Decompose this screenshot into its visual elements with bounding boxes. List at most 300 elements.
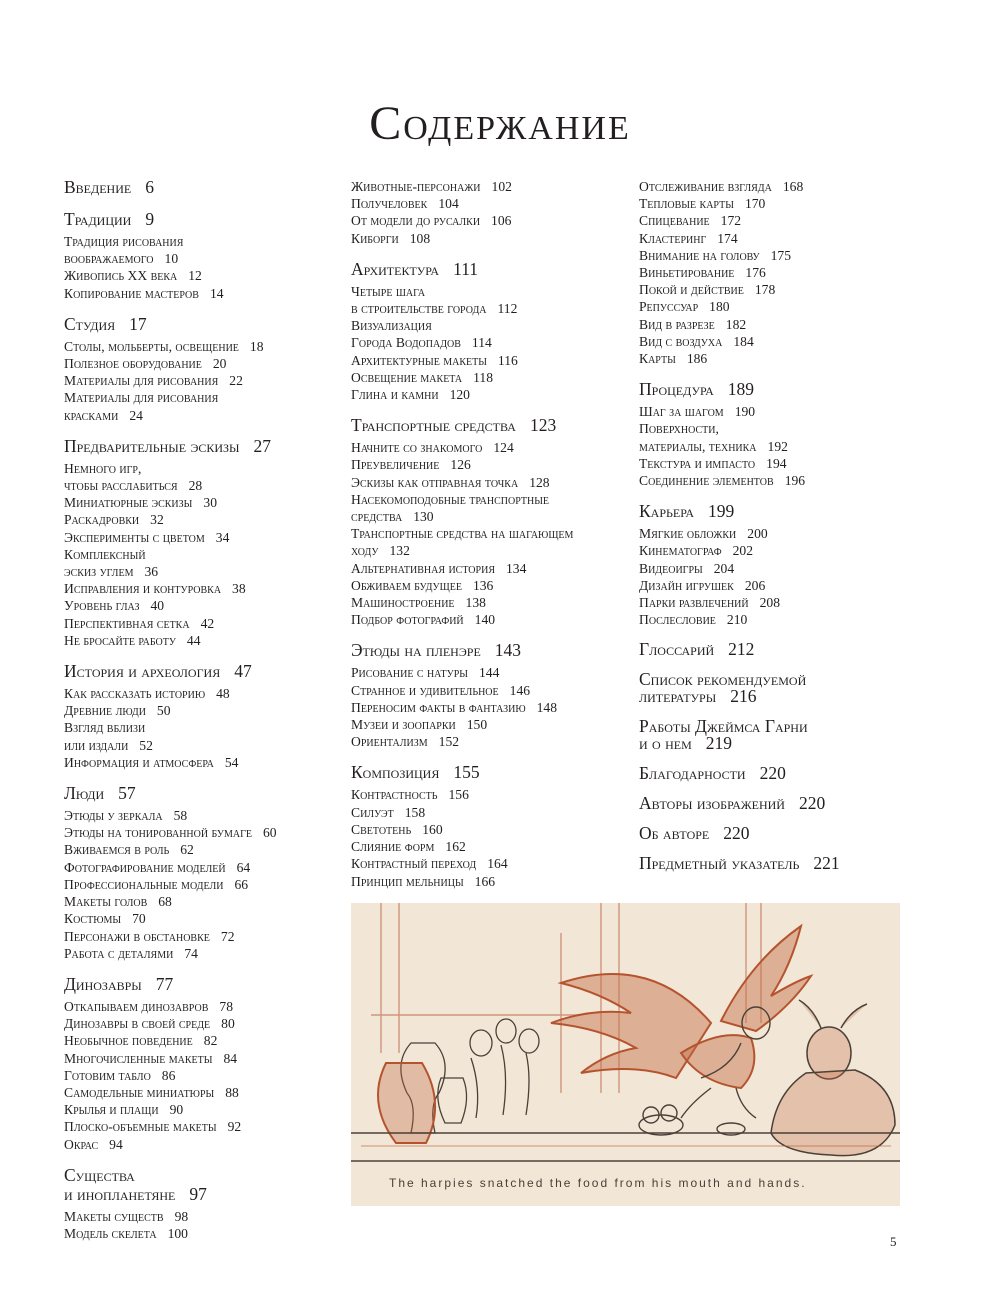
toc-entry bbox=[64, 1015, 334, 1032]
entry-page-number: 202 bbox=[732, 543, 753, 559]
toc-section bbox=[64, 437, 334, 649]
toc-entry bbox=[64, 267, 334, 284]
toc-entry-list bbox=[639, 525, 889, 628]
toc-entry bbox=[639, 247, 889, 264]
entry-page-number: 182 bbox=[725, 316, 747, 332]
entry-page-number: 134 bbox=[506, 560, 527, 576]
toc-entry bbox=[64, 1225, 334, 1242]
major-entry-line bbox=[639, 825, 889, 842]
entry-page-number: 126 bbox=[450, 457, 471, 473]
toc-entry bbox=[351, 525, 621, 542]
section-heading-text: Архитектура bbox=[351, 258, 440, 279]
page-title: Содержание bbox=[369, 97, 631, 150]
major-entry-page-number: 219 bbox=[705, 733, 732, 754]
major-entry-title: Глоссарий bbox=[639, 639, 715, 660]
entry-title: Комплексный bbox=[64, 546, 146, 562]
entry-page-number: 168 bbox=[782, 179, 804, 194]
major-entry-line bbox=[639, 765, 889, 782]
entry-title: Столы, мольберты, освещение bbox=[64, 338, 239, 354]
major-entry-page-number: 212 bbox=[728, 639, 755, 660]
section-page-number: 123 bbox=[529, 415, 557, 436]
entry-title: Вид в разрезе bbox=[639, 316, 715, 332]
entry-title: Киборги bbox=[351, 230, 399, 246]
entry-title: Внимание на голову bbox=[639, 247, 760, 263]
entry-page-number: 208 bbox=[759, 595, 780, 611]
toc-entry bbox=[64, 1050, 334, 1067]
toc-section bbox=[639, 178, 889, 367]
entry-title: Соединение элементов bbox=[639, 473, 774, 489]
major-entry-page-number: 220 bbox=[723, 823, 750, 844]
entry-page-number: 106 bbox=[491, 213, 512, 229]
toc-entry bbox=[64, 563, 334, 580]
toc-entry bbox=[639, 178, 889, 195]
toc-entry bbox=[64, 597, 334, 614]
entry-title: Глина и камни bbox=[351, 387, 439, 403]
entry-title: Персонажи в обстановке bbox=[64, 928, 210, 944]
entry-title: материалы, техника bbox=[639, 438, 757, 454]
entry-title: Откапываем динозавров bbox=[64, 998, 209, 1014]
major-entry-title: Список рекомендуемой bbox=[639, 669, 807, 690]
entry-title: Эксперименты с цветом bbox=[64, 529, 205, 545]
toc-entry bbox=[639, 316, 889, 333]
entry-title: Материалы для рисования bbox=[64, 373, 219, 389]
entry-title: Немного игр, bbox=[64, 460, 142, 476]
entry-page-number: 80 bbox=[221, 1016, 235, 1032]
entry-page-number: 130 bbox=[413, 509, 434, 525]
toc-entry bbox=[351, 577, 621, 594]
entry-page-number: 118 bbox=[473, 369, 494, 385]
toc-entry bbox=[64, 1136, 334, 1153]
entry-page-number: 20 bbox=[212, 356, 227, 372]
entry-title: Виньетирование bbox=[639, 265, 735, 281]
toc-entry bbox=[351, 611, 621, 628]
entry-page-number: 22 bbox=[229, 373, 243, 389]
entry-title: Рисование с натуры bbox=[351, 665, 468, 681]
entry-page-number: 144 bbox=[479, 665, 500, 681]
toc-entry-list bbox=[64, 1208, 334, 1242]
major-entry-title: Об авторе bbox=[639, 823, 710, 844]
toc-entry bbox=[351, 386, 621, 403]
toc-section bbox=[64, 178, 334, 197]
section-page-number: 57 bbox=[118, 783, 136, 804]
entry-title: Силуэт bbox=[351, 804, 394, 820]
toc-entry-list bbox=[351, 283, 621, 403]
toc-entry-list bbox=[351, 439, 621, 628]
toc-major-entry bbox=[639, 641, 889, 658]
toc-entry bbox=[64, 632, 334, 649]
entry-page-number: 116 bbox=[497, 352, 518, 368]
major-entry-line bbox=[639, 855, 889, 872]
entry-title: Послесловие bbox=[639, 612, 716, 628]
entry-page-number: 82 bbox=[203, 1033, 218, 1049]
entry-page-number: 98 bbox=[174, 1208, 189, 1224]
toc-entry bbox=[351, 821, 621, 838]
entry-title: Четыре шага bbox=[351, 283, 426, 299]
entry-page-number: 34 bbox=[215, 529, 230, 545]
entry-title: Материалы для рисования bbox=[64, 390, 219, 406]
toc-entry bbox=[64, 893, 334, 910]
entry-title: красками bbox=[64, 407, 119, 423]
toc-section bbox=[639, 502, 889, 628]
section-heading bbox=[64, 178, 334, 197]
entry-title: Макеты голов bbox=[64, 894, 148, 910]
entry-title: ходу bbox=[351, 543, 379, 559]
toc-entry bbox=[639, 560, 889, 577]
entry-title: Принцип мельницы bbox=[351, 873, 464, 889]
entry-title: Копирование мастеров bbox=[64, 285, 199, 301]
entry-title: Ориентализм bbox=[351, 734, 428, 750]
toc-entry bbox=[639, 420, 889, 437]
major-entry-title: Благодарности bbox=[639, 763, 746, 784]
entry-title: Животные-персонажи bbox=[351, 179, 481, 194]
entry-page-number: 180 bbox=[709, 299, 730, 315]
entry-page-number: 175 bbox=[770, 247, 792, 263]
major-entry-page-number: 216 bbox=[730, 686, 757, 707]
entry-title: Обживаем будущее bbox=[351, 577, 462, 593]
section-heading bbox=[64, 1166, 334, 1204]
entry-title: Текстура и импасто bbox=[639, 455, 756, 471]
toc-entry bbox=[64, 824, 334, 841]
section-page-number: 27 bbox=[253, 435, 272, 456]
entry-title: Светотень bbox=[351, 821, 412, 837]
entry-page-number: 192 bbox=[767, 438, 788, 454]
entry-title: Этюды на тонированной бумаге bbox=[64, 825, 252, 841]
entry-title: Работа с деталями bbox=[64, 945, 174, 961]
toc-entry bbox=[351, 855, 621, 872]
toc-entry bbox=[351, 873, 621, 890]
entry-page-number: 120 bbox=[449, 387, 470, 403]
entry-page-number: 28 bbox=[188, 478, 203, 494]
entry-page-number: 196 bbox=[784, 473, 806, 489]
entry-page-number: 170 bbox=[744, 196, 766, 212]
section-page-number: 111 bbox=[453, 258, 479, 279]
toc-entry bbox=[64, 511, 334, 528]
section-heading-line bbox=[64, 1185, 334, 1204]
entry-title: или издали bbox=[64, 737, 129, 753]
toc-entry bbox=[639, 230, 889, 247]
toc-entry bbox=[639, 577, 889, 594]
toc-section bbox=[64, 210, 334, 302]
section-page-number: 97 bbox=[189, 1183, 207, 1204]
section-page-number: 199 bbox=[708, 501, 735, 522]
toc-entry bbox=[64, 233, 334, 250]
entry-title: Начните со знакомого bbox=[351, 440, 483, 456]
toc-entry-list bbox=[351, 664, 621, 750]
toc-entry bbox=[64, 250, 334, 267]
toc-entry bbox=[639, 281, 889, 298]
entry-title: Необычное поведение bbox=[64, 1033, 193, 1049]
section-heading-text: Этюды на пленэре bbox=[351, 640, 481, 661]
toc-entry bbox=[64, 1032, 334, 1049]
section-heading bbox=[64, 784, 334, 803]
section-heading-text: Транспортные средства bbox=[351, 415, 516, 436]
entry-title: Фотографирование моделей bbox=[64, 859, 226, 875]
section-heading-text: Динозавры bbox=[64, 973, 142, 994]
entry-title: Окрас bbox=[64, 1136, 99, 1152]
entry-page-number: 178 bbox=[754, 282, 776, 298]
toc-entry bbox=[64, 685, 334, 702]
toc-entry bbox=[639, 333, 889, 350]
toc-entry bbox=[64, 807, 334, 824]
section-page-number: 17 bbox=[129, 313, 147, 334]
toc-entry bbox=[351, 491, 621, 508]
entry-page-number: 78 bbox=[219, 998, 233, 1014]
entry-page-number: 176 bbox=[745, 265, 766, 281]
entry-title: Информация и атмосфера bbox=[64, 754, 214, 770]
toc-entry bbox=[64, 460, 334, 477]
toc-section bbox=[64, 1166, 334, 1242]
toc-entry bbox=[351, 456, 621, 473]
entry-title: Шаг за шагом bbox=[639, 404, 724, 420]
section-heading bbox=[64, 662, 334, 681]
toc-entry-list bbox=[64, 998, 334, 1153]
section-heading-text: Процедура bbox=[639, 379, 714, 400]
toc-major-entry bbox=[639, 855, 889, 872]
toc-entry-list bbox=[351, 786, 621, 889]
entry-page-number: 194 bbox=[766, 455, 787, 471]
major-entry-page-number: 221 bbox=[813, 853, 840, 874]
toc-entry bbox=[351, 699, 621, 716]
toc-major-entry bbox=[639, 671, 889, 705]
toc-entry bbox=[639, 350, 889, 367]
section-heading bbox=[64, 315, 334, 334]
entry-title: Насекомоподобные транспортные bbox=[351, 491, 550, 507]
toc-entry bbox=[64, 910, 334, 927]
toc-entry bbox=[639, 298, 889, 315]
major-entry-line bbox=[639, 795, 889, 812]
entry-title: Уровень глаз bbox=[64, 598, 140, 614]
section-heading bbox=[639, 380, 889, 399]
entry-page-number: 162 bbox=[445, 839, 466, 855]
entry-title: Странное и удивительное bbox=[351, 682, 499, 698]
toc-section bbox=[351, 416, 621, 628]
toc-entry bbox=[639, 542, 889, 559]
entry-title: Живопись XX века bbox=[64, 268, 178, 284]
entry-page-number: 166 bbox=[474, 873, 496, 889]
entry-title: Отслеживание взгляда bbox=[639, 179, 772, 194]
entry-title: Крылья и плащи bbox=[64, 1102, 159, 1118]
toc-entry bbox=[64, 876, 334, 893]
toc-entry bbox=[351, 352, 621, 369]
toc-entry bbox=[639, 611, 889, 628]
entry-page-number: 58 bbox=[173, 808, 188, 824]
entry-title: Миниатюрные эскизы bbox=[64, 495, 193, 511]
toc-entry bbox=[351, 439, 621, 456]
entry-title: Готовим табло bbox=[64, 1067, 151, 1083]
entry-page-number: 104 bbox=[438, 196, 459, 212]
section-heading bbox=[351, 763, 621, 782]
toc-entry bbox=[64, 737, 334, 754]
section-heading-line: Существа bbox=[64, 1164, 135, 1185]
entry-page-number: 10 bbox=[164, 251, 179, 267]
entry-page-number: 156 bbox=[448, 787, 469, 803]
toc-column-3 bbox=[639, 178, 889, 872]
entry-title: воображаемого bbox=[64, 251, 154, 267]
major-entry-title: Авторы изображений bbox=[639, 793, 785, 814]
toc-section bbox=[64, 662, 334, 771]
toc-entry bbox=[64, 719, 334, 736]
entry-page-number: 204 bbox=[713, 560, 735, 576]
entry-page-number: 60 bbox=[262, 825, 277, 841]
toc-entry bbox=[64, 407, 334, 424]
entry-page-number: 206 bbox=[744, 577, 766, 593]
entry-page-number: 50 bbox=[156, 703, 171, 719]
major-entry-title: литературы bbox=[639, 686, 717, 707]
entry-title: Города Водопадов bbox=[351, 335, 461, 351]
entry-title: Древние люди bbox=[64, 703, 146, 719]
toc-major-entry bbox=[639, 795, 889, 812]
entry-page-number: 88 bbox=[225, 1084, 239, 1100]
toc-entry bbox=[351, 716, 621, 733]
section-heading bbox=[351, 260, 621, 279]
entry-title: Костюмы bbox=[64, 911, 122, 927]
toc-entry bbox=[351, 283, 621, 300]
entry-page-number: 38 bbox=[232, 581, 246, 597]
section-heading-text: Карьера bbox=[639, 501, 695, 522]
toc-entry bbox=[64, 477, 334, 494]
entry-page-number: 92 bbox=[227, 1119, 242, 1135]
entry-title: Полезное оборудование bbox=[64, 356, 202, 372]
toc-entry bbox=[64, 1067, 334, 1084]
toc-entry bbox=[351, 733, 621, 750]
toc-entry bbox=[351, 230, 621, 247]
entry-title: Музеи и зоопарки bbox=[351, 717, 456, 733]
toc-entry bbox=[639, 195, 889, 212]
section-heading-text: Традиции bbox=[64, 209, 132, 229]
section-heading-text: История и археология bbox=[64, 661, 221, 682]
toc-entry bbox=[64, 1084, 334, 1101]
entry-page-number: 190 bbox=[734, 404, 756, 420]
entry-title: Контрастность bbox=[351, 787, 438, 803]
entry-title: Архитектурные макеты bbox=[351, 352, 487, 368]
entry-title: Вид с воздуха bbox=[639, 333, 723, 349]
entry-title: Макеты существ bbox=[64, 1208, 164, 1224]
toc-entry bbox=[639, 403, 889, 420]
toc-entry-list bbox=[64, 460, 334, 649]
major-entry-title: и о нем bbox=[639, 733, 692, 754]
entry-title: чтобы расслабиться bbox=[64, 478, 178, 494]
toc-entry bbox=[351, 786, 621, 803]
toc-entry bbox=[64, 372, 334, 389]
toc-entry bbox=[64, 529, 334, 546]
toc-entry bbox=[639, 594, 889, 611]
entry-page-number: 100 bbox=[167, 1225, 188, 1241]
toc-entry bbox=[351, 560, 621, 577]
entry-page-number: 68 bbox=[158, 894, 172, 910]
entry-title: Получеловек bbox=[351, 196, 428, 212]
toc-entry bbox=[639, 525, 889, 542]
toc-entry bbox=[639, 472, 889, 489]
section-heading-text: Введение bbox=[64, 177, 132, 197]
toc-entry-list bbox=[351, 178, 621, 247]
toc-entry bbox=[351, 212, 621, 229]
toc-entry bbox=[639, 264, 889, 281]
entry-page-number: 84 bbox=[223, 1050, 238, 1066]
section-page-number: 189 bbox=[727, 379, 755, 400]
entry-title: Перспективная сетка bbox=[64, 615, 190, 631]
entry-title: Видеоигры bbox=[639, 560, 703, 576]
toc-entry bbox=[64, 998, 334, 1015]
entry-title: Кластеринг bbox=[639, 230, 707, 246]
entry-title: Подбор фотографий bbox=[351, 612, 464, 628]
entry-title: Визуализация bbox=[351, 318, 432, 334]
toc-entry bbox=[64, 1101, 334, 1118]
entry-page-number: 52 bbox=[139, 737, 153, 753]
toc-entry-list bbox=[64, 233, 334, 302]
toc-entry bbox=[64, 615, 334, 632]
toc-entry-list bbox=[64, 338, 334, 424]
entry-page-number: 140 bbox=[474, 612, 496, 628]
entry-title: средства bbox=[351, 509, 403, 525]
toc-entry bbox=[64, 841, 334, 858]
toc-major-entry bbox=[639, 765, 889, 782]
major-entry-line bbox=[639, 735, 889, 752]
entry-title: Самодельные миниатюры bbox=[64, 1084, 215, 1100]
major-entry-line bbox=[639, 641, 889, 658]
entry-title: Тепловые карты bbox=[639, 196, 734, 212]
toc-section bbox=[64, 975, 334, 1153]
section-heading-text: и инопланетяне bbox=[64, 1183, 176, 1204]
toc-entry bbox=[351, 474, 621, 491]
entry-title: Традиция рисования bbox=[64, 234, 184, 249]
entry-title: Плоско-объемные макеты bbox=[64, 1119, 217, 1135]
entry-title: Поверхности, bbox=[639, 421, 719, 437]
entry-page-number: 90 bbox=[169, 1102, 184, 1118]
entry-page-number: 158 bbox=[404, 804, 426, 820]
entry-title: Контрастный переход bbox=[351, 856, 477, 872]
entry-page-number: 146 bbox=[509, 682, 531, 698]
section-heading-text: Студия bbox=[64, 313, 116, 334]
entry-title: От модели до русалки bbox=[351, 213, 481, 229]
toc-entry bbox=[351, 334, 621, 351]
section-page-number: 47 bbox=[234, 661, 252, 682]
entry-title: Как рассказать историю bbox=[64, 686, 206, 702]
toc-entry bbox=[64, 355, 334, 372]
section-page-number: 9 bbox=[145, 209, 155, 229]
toc-major-entry bbox=[639, 718, 889, 752]
entry-page-number: 138 bbox=[465, 595, 486, 611]
toc-entry bbox=[64, 580, 334, 597]
toc-section bbox=[64, 784, 334, 962]
toc-column-2 bbox=[351, 178, 621, 890]
toc-entry bbox=[64, 859, 334, 876]
entry-title: Кинематограф bbox=[639, 543, 722, 559]
entry-page-number: 186 bbox=[686, 351, 708, 367]
toc-section bbox=[351, 763, 621, 889]
toc-entry bbox=[64, 285, 334, 302]
entry-page-number: 160 bbox=[422, 821, 443, 837]
entry-page-number: 164 bbox=[487, 856, 508, 872]
entry-page-number: 64 bbox=[236, 859, 251, 875]
entry-title: Профессиональные модели bbox=[64, 876, 224, 892]
entry-page-number: 150 bbox=[466, 717, 488, 733]
entry-title: Исправления и контуровка bbox=[64, 581, 222, 597]
entry-page-number: 94 bbox=[109, 1136, 123, 1152]
entry-title: Парки развлечений bbox=[639, 595, 749, 611]
entry-page-number: 66 bbox=[234, 876, 249, 892]
toc-entry bbox=[351, 369, 621, 386]
entry-title: Многочисленные макеты bbox=[64, 1050, 213, 1066]
toc-entry bbox=[64, 1118, 334, 1135]
section-page-number: 77 bbox=[155, 973, 174, 994]
entry-page-number: 210 bbox=[726, 612, 748, 628]
entry-page-number: 36 bbox=[144, 564, 159, 580]
toc-section bbox=[639, 380, 889, 489]
toc-entry bbox=[64, 928, 334, 945]
entry-page-number: 152 bbox=[438, 734, 460, 750]
entry-page-number: 12 bbox=[188, 268, 202, 284]
section-page-number: 143 bbox=[494, 640, 522, 661]
